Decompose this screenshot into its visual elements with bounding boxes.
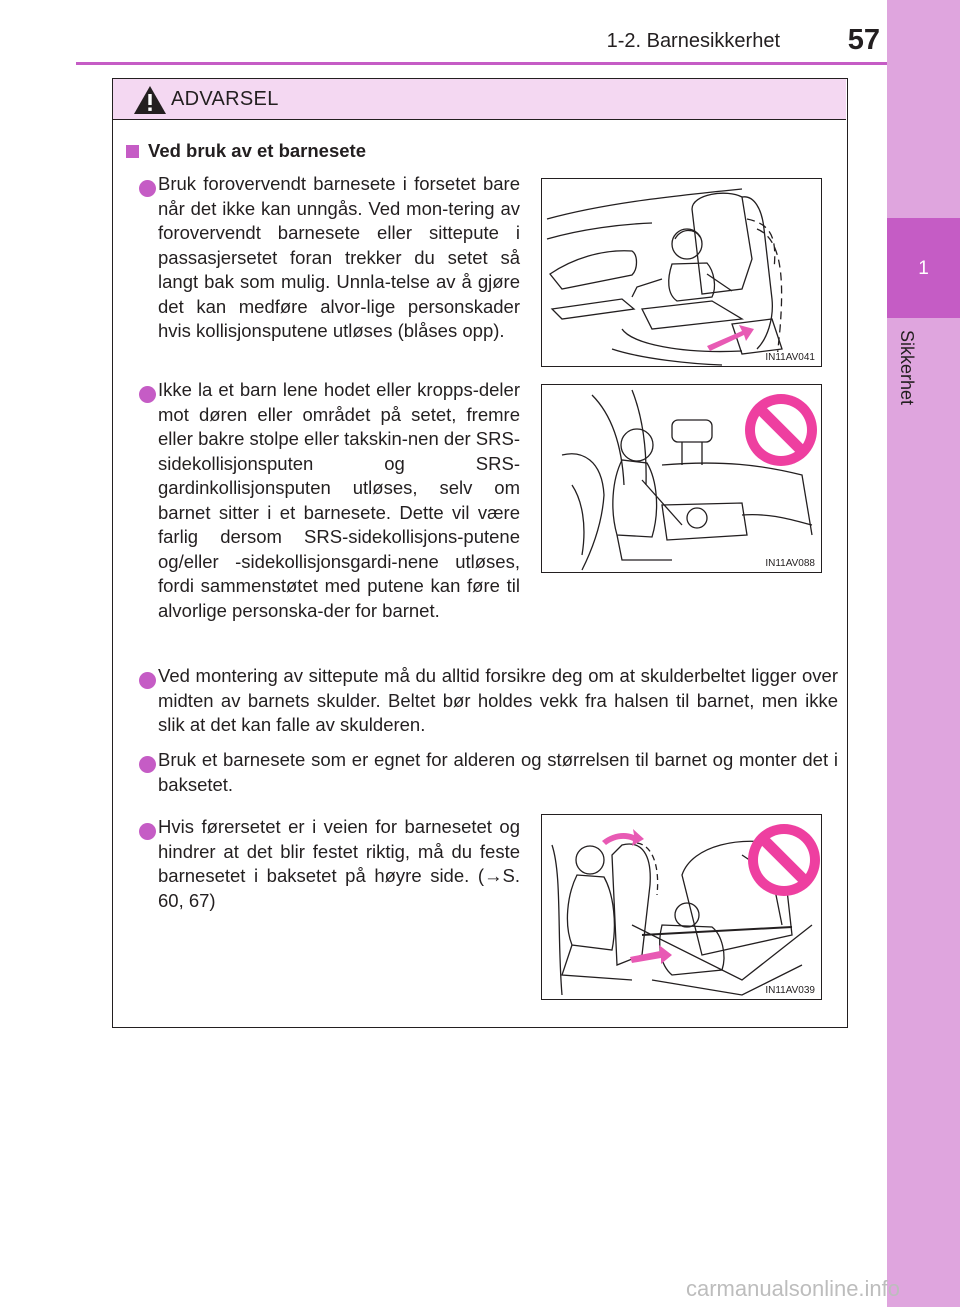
warning-item-text: Bruk forovervendt barnesete i forsetet bare når det ikke kan unngås. Ved mon-tering av forovervendt barnesete eller sittepute i passasjersetet foran trekker du setet så langt bak som mulig. Unnla-telse av å gjøre det kan medføre alvor-lige personskader hvis kollisjonsputene utløses (blåses opp). — [158, 173, 520, 341]
header-rule — [76, 62, 890, 65]
warning-item-text: Ikke la et barn lene hodet eller kropps-deler mot døren eller området på setet, fremre eller bakre stolpe eller takskin-nen der SRS-sidekollisjonsputen og SRS-gardinkollisjonsputen utløses, selv om barnet sitter i et barnesete. Dette vil være farlig dersom SRS-sidekollisjons-putene og/eller -sidekollisjonsgardi-nene utløses, fordi sammenstøtet med putene kan føre til alvorlige personska-der for barnet. — [158, 379, 520, 621]
watermark: carmanualsonline.info — [686, 1276, 901, 1301]
square-bullet-icon — [126, 145, 139, 158]
page-number: 57 — [847, 24, 880, 56]
illustration-child-leaning-door — [541, 384, 822, 573]
warning-item-text: Ved montering av sittepute må du alltid forsikre deg om at skulderbeltet ligger over midten av barnets skulder. Beltet bør holdes vekk fra halsen til barnet, men ikke slik at det kan falle av skulderen. — [158, 665, 838, 735]
figure-code: IN11AV041 — [765, 352, 815, 363]
bullet-icon — [139, 672, 156, 689]
driver-seat-illustration — [542, 815, 822, 1000]
child-seat-front-illustration — [542, 179, 822, 367]
bullet-icon — [139, 756, 156, 773]
chapter-number: 1 — [918, 258, 929, 279]
figure-code: IN11AV039 — [765, 985, 815, 996]
side-tab — [887, 0, 960, 1307]
warning-title: ADVARSEL — [171, 88, 279, 110]
warning-header — [113, 79, 846, 120]
illustration-front-seat-child-seat — [541, 178, 822, 367]
warning-triangle-icon — [133, 85, 167, 115]
chapter-name: Sikkerhet — [897, 330, 917, 406]
subheading — [126, 140, 366, 162]
child-leaning-illustration — [542, 385, 822, 573]
bullet-icon — [139, 386, 156, 403]
section-title: 1-2. Barnesikkerhet — [606, 30, 780, 52]
illustration-driver-seat-conflict — [541, 814, 822, 1000]
warning-item-text: Hvis førersetet er i veien for barnesetet og hindrer at det blir festet riktig, må du feste barnesetet i baksetet på høyre side. (→S. 60, 67) — [158, 816, 520, 911]
subheading-text: Ved bruk av et barnesete — [148, 140, 366, 161]
warning-item-text: Bruk et barnesete som er egnet for alderen og størrelsen til barnet og monter det i baksetet. — [158, 749, 838, 795]
figure-code: IN11AV088 — [765, 558, 815, 569]
bullet-icon — [139, 823, 156, 840]
bullet-icon — [139, 180, 156, 197]
